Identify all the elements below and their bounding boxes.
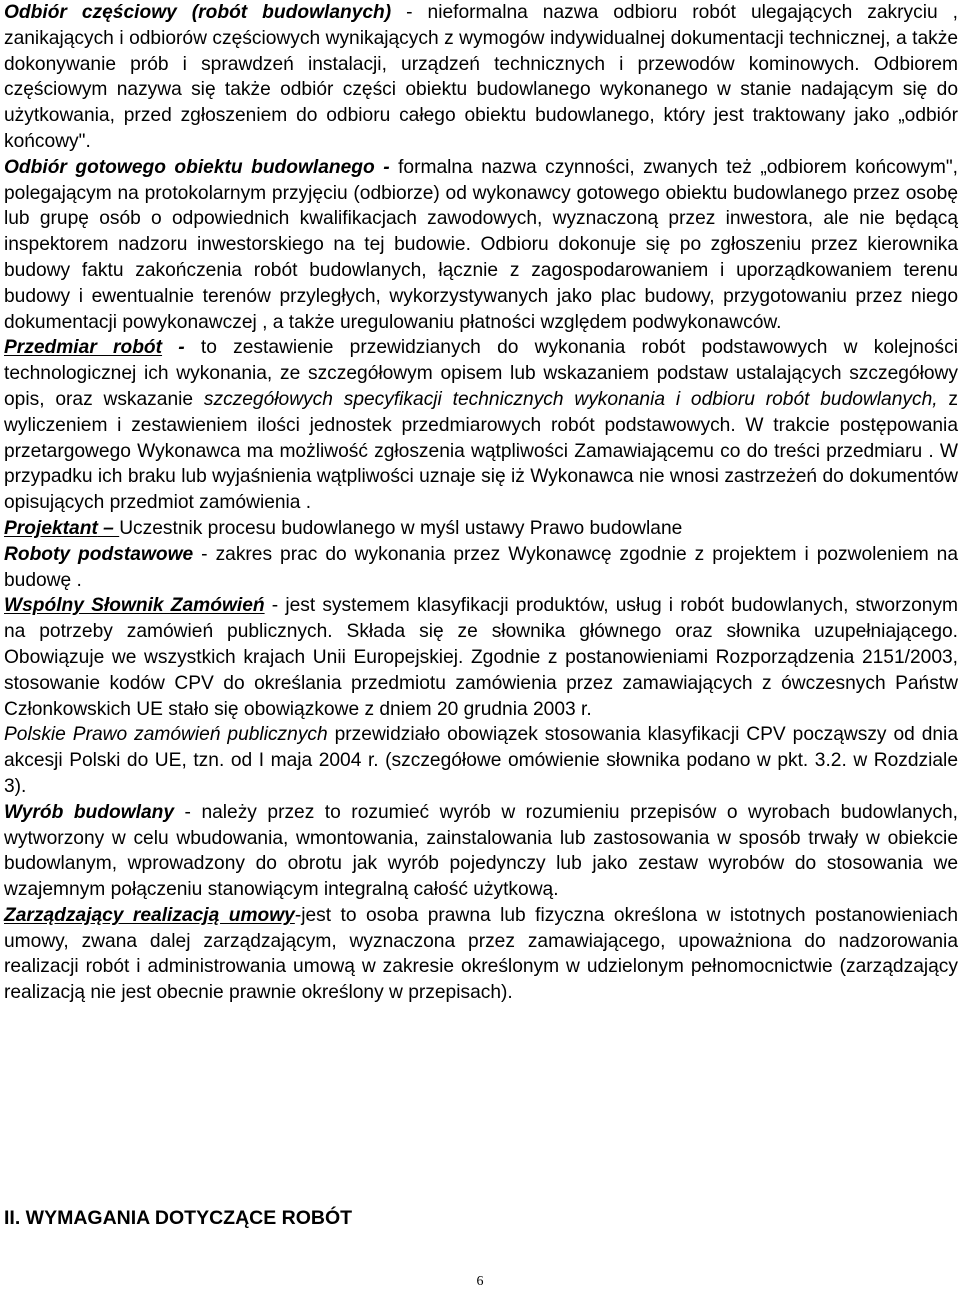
definition-przedmiar-robot bbox=[4, 335, 958, 516]
separator: – bbox=[97, 517, 120, 539]
separator: - bbox=[174, 801, 202, 823]
definition-text: należy przez to rozumieć wyrób w rozumieniu przepisów o wyrobach budowlanych, wytworzony w celu wbudowania, wmontowania, zainstalowania lub zastosowania w sposób trwały w obiekcie budowlanym, wprowadzony do obrotu jak wyrób pojedynczy lub jako zestaw wyrobów do stosowania we wzajemnym połączeniu stanowiącym integralną całość użytkową. bbox=[4, 801, 958, 901]
definition-text: nieformalna nazwa odbioru robót ulegających zakryciu , zanikających i odbiorów częściowych wynikających z wymogów indywidualnej dokumentacji technicznej, a także dokonywanie prób i sprawdzeń instalacji, urządzeń technicznych i przewodów kominowych. Odbiorem częściowym nazywa się także odbiór części obiektu budowlanego wykonanego w stanie nadającym się do użytkowania, przed zgłoszeniem do odbioru całego obiektu budowlanego, który jest traktowany jako „odbiór końcowy". bbox=[4, 2, 958, 152]
paragraph-prawo-zamowien bbox=[4, 722, 958, 799]
definition-text: Uczestnik procesu budowlanego w myśl ustawy Prawo budowlane bbox=[119, 517, 683, 539]
section-heading: II. WYMAGANIA DOTYCZĄCE ROBÓT bbox=[4, 1207, 353, 1229]
definition-text: -jest to osoba prawna lub fizyczna określona w istotnych postanowieniach umowy, zwana dalej zarządzającym, wyznaczona przez zamawiającego, upoważniona do nadzorowania realizacji robót i administrowania umową w zakresie określonym w udzielonym pełnomocnictwie (zarządzający realizacją nie jest obecnie prawnie określony w przepisach). bbox=[4, 904, 958, 1004]
definition-text-italic: szczegółowych specyfikacji technicznych wykonania i odbioru robót budowlanych, bbox=[203, 388, 938, 410]
definition-zarzadzajacy-realizacja-umowy bbox=[4, 903, 958, 1006]
page-number: 6 bbox=[476, 1274, 484, 1289]
separator: - bbox=[391, 2, 428, 23]
definition-text: z wyliczeniem i zestawieniem ilości jednostek przedmiarowych robót podstawowych. W trakcie postępowania przetargowego Wykonawca ma możliwość zgłoszenia wątpliwości Zamawiającemu co do treści przedmiaru . W przypadku ich braku lub wyjaśnienia wątpliwości uznaje się iż Wykonawca nie wnosi zastrzeżeń do dokumentów opisujących przedmiot zamówienia . bbox=[4, 388, 958, 514]
definition-text: formalna nazwa czynności, zwanych też „odbiorem końcowym", polegającym na protokolarnym przyjęciu (odbiorze) od wykonawcy gotowego obiektu budowlanego przez osobę lub grupę osób o odpowiednich kwalifikacjach zawodowych, wyznaczoną przez inwestora, ale nie będącą inspektorem nadzoru inwestorskiego na tej budowie. Odbioru dokonuje się po zgłoszeniu przez kierownika budowy faktu zakończenia robót budowlanych, łącznie z zagospodarowaniem i uporządkowaniem terenu budowy i ewentualnie terenów przyległych, wykorzystywanych jako plac budowy, przygotowaniu przez niego dokumentacji powykonawczej , a także uregulowaniu płatności względem podwykonawców. bbox=[4, 156, 958, 333]
separator: - bbox=[162, 337, 201, 359]
term: Odbiór częściowy (robót budowlanych) bbox=[4, 2, 392, 23]
definition-wspolny-slownik-zamowien bbox=[4, 593, 958, 722]
term: Wyrób budowlany bbox=[4, 801, 175, 823]
definition-wyrob-budowlany bbox=[4, 800, 958, 903]
term: Roboty podstawowe bbox=[4, 543, 194, 565]
italic-lead: Polskie Prawo zamówień publicznych bbox=[4, 724, 328, 746]
term: Odbiór gotowego obiektu budowlanego - bbox=[4, 156, 390, 178]
document-body bbox=[4, 0, 958, 1006]
separator: - bbox=[193, 543, 216, 565]
definition-odbior-gotowego-obiektu bbox=[4, 155, 958, 336]
definition-text: zakres prac do wykonania przez Wykonawcę zgodnie z projektem i pozwoleniem na budowę . bbox=[4, 543, 959, 591]
definition-odbior-czesciowy bbox=[4, 0, 958, 155]
term: Przedmiar robót bbox=[4, 337, 163, 359]
definition-text: przewidziało obowiązek stosowania klasyfikacji CPV począwszy od dnia akcesji Polski do UE, tzn. od I maja 2004 r. (szczegółowe omówienie słownika podano w pkt. 3.2. w Rozdziale 3). bbox=[4, 724, 958, 797]
definition-text: to zestawienie przewidzianych do wykonania robót podstawowych w kolejności technologicznej ich wykonania, ze szczegółowym opisem lub wskazaniem podstaw ustalających szczegółowy opis, oraz wskazanie bbox=[4, 337, 958, 410]
separator: - bbox=[264, 595, 286, 617]
definition-projektant bbox=[4, 516, 958, 542]
definition-text: jest systemem klasyfikacji produktów, usług i robót budowlanych, stworzonym na potrzeby zamówień publicznych. Składa się ze słownika głównego oraz słownika uzupełniającego. Obowiązuje we wszystkich krajach Unii Europejskiej. Zgodnie z postanowieniami Rozporządzenia 2151/2003, stosowanie kodów CPV do określania przedmiotu zamówienia przez zamawiających z ówczesnych Państw Członkowskich UE stało się obowiązkowe z dniem 20 grudnia 2003 r. bbox=[4, 595, 958, 720]
term: Projektant bbox=[4, 517, 98, 539]
term: Wspólny Słownik Zamówień bbox=[4, 595, 265, 617]
term: Zarządzający realizacją umowy bbox=[4, 904, 295, 926]
definition-roboty-podstawowe bbox=[4, 542, 958, 594]
